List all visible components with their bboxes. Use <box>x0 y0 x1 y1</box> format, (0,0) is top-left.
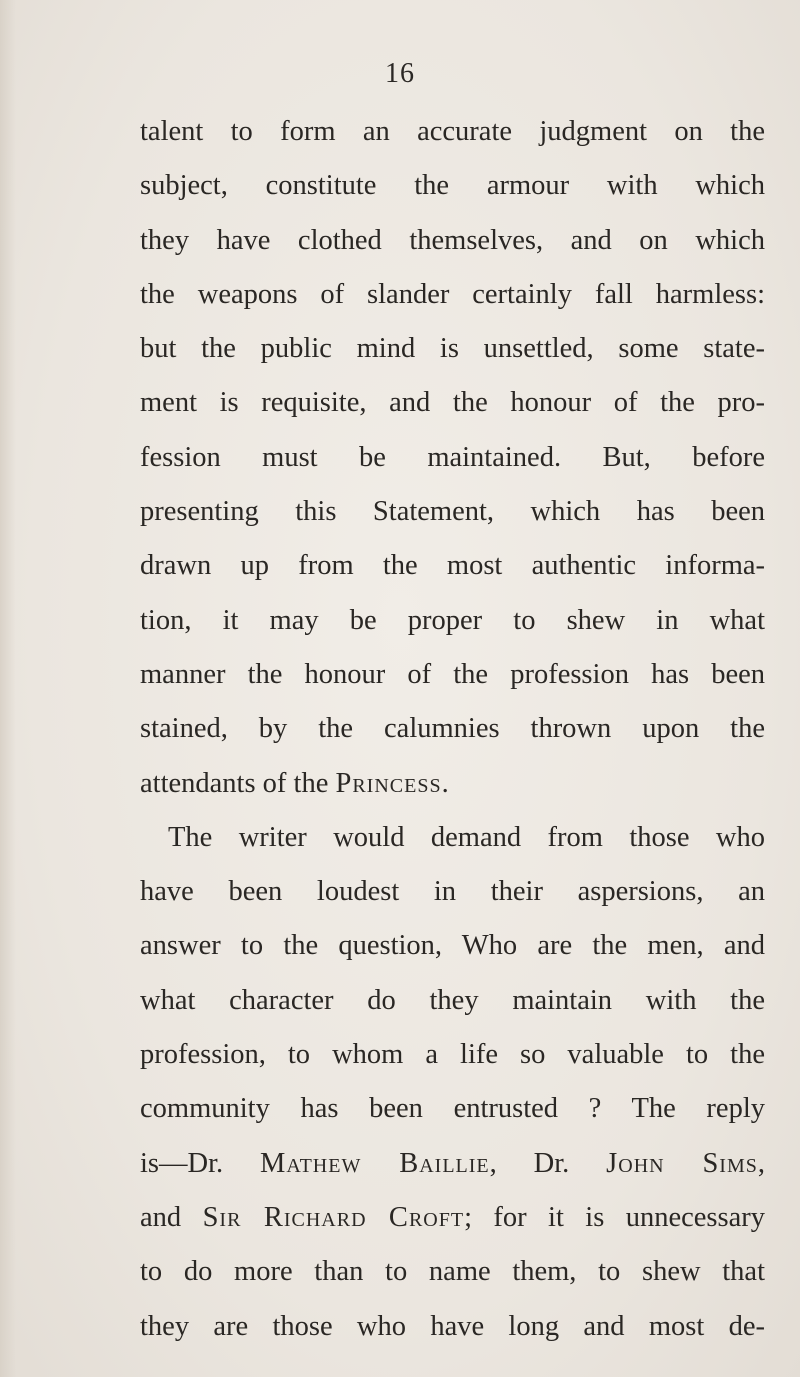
small-caps-name: Sir Richard Croft <box>202 1201 465 1233</box>
text-segment: to do more than to name them, to shew that <box>140 1256 765 1288</box>
text-line <box>140 757 765 811</box>
text-segment: and <box>140 1201 203 1233</box>
text-segment: subject, constitute the armour with which <box>140 170 765 202</box>
small-caps-name: Mathew Baillie <box>260 1147 490 1179</box>
text-line <box>140 1191 765 1245</box>
text-line <box>140 1137 765 1191</box>
text-segment: what character do they maintain with the <box>140 984 765 1016</box>
text-line <box>140 648 765 702</box>
text-line <box>140 431 765 485</box>
text-segment: they have clothed themselves, and on which <box>140 224 765 256</box>
text-segment: attendants of the <box>140 767 336 799</box>
text-segment: The writer would demand from those who <box>168 821 765 853</box>
text-segment: the weapons of slander certainly fall harmless: <box>140 278 765 310</box>
text-line <box>140 702 765 756</box>
text-segment: . <box>441 767 449 799</box>
text-line <box>140 1300 765 1354</box>
text-segment: fession must be maintained. But, before <box>140 441 765 473</box>
text-segment: drawn up from the most authentic informa- <box>140 550 765 582</box>
text-line <box>140 268 765 322</box>
page-gutter-shadow <box>0 0 16 1377</box>
text-segment: manner the honour of the profession has been <box>140 658 765 690</box>
small-caps-name: John Sims <box>606 1147 758 1179</box>
text-segment: , <box>757 1147 765 1179</box>
text-line <box>140 322 765 376</box>
text-line <box>140 974 765 1028</box>
page-number: 16 <box>385 58 415 89</box>
text-segment: answer to the question, Who are the men, and <box>140 930 765 962</box>
text-line <box>140 159 765 213</box>
text-segment: , Dr. <box>489 1147 607 1179</box>
text-line <box>140 105 765 159</box>
text-line <box>140 865 765 919</box>
text-segment: profession, to whom a life so valuable to the <box>140 1039 765 1071</box>
small-caps-name: Princess <box>335 767 442 799</box>
text-segment: community has been entrusted ? The reply <box>140 1093 765 1125</box>
text-segment: is—Dr. <box>140 1147 261 1179</box>
text-line <box>140 539 765 593</box>
text-line <box>140 811 765 865</box>
text-line <box>140 1245 765 1299</box>
text-line <box>140 919 765 973</box>
text-line <box>140 1082 765 1136</box>
text-line <box>140 376 765 430</box>
text-line <box>140 594 765 648</box>
text-segment: ment is requisite, and the honour of the pro- <box>140 387 765 419</box>
text-segment: have been loudest in their aspersions, an <box>140 876 765 908</box>
text-segment: presenting this Statement, which has been <box>140 496 765 528</box>
text-segment: tion, it may be proper to shew in what <box>140 604 765 636</box>
text-segment: stained, by the calumnies thrown upon the <box>140 713 765 745</box>
text-line <box>140 485 765 539</box>
body-text <box>140 105 765 1354</box>
text-line <box>140 214 765 268</box>
text-segment: talent to form an accurate judgment on the <box>140 116 765 147</box>
text-segment: ; for it is unnecessary <box>464 1201 765 1233</box>
text-line <box>140 1028 765 1082</box>
text-segment: they are those who have long and most de- <box>140 1310 765 1342</box>
text-segment: but the public mind is unsettled, some state- <box>140 333 765 365</box>
